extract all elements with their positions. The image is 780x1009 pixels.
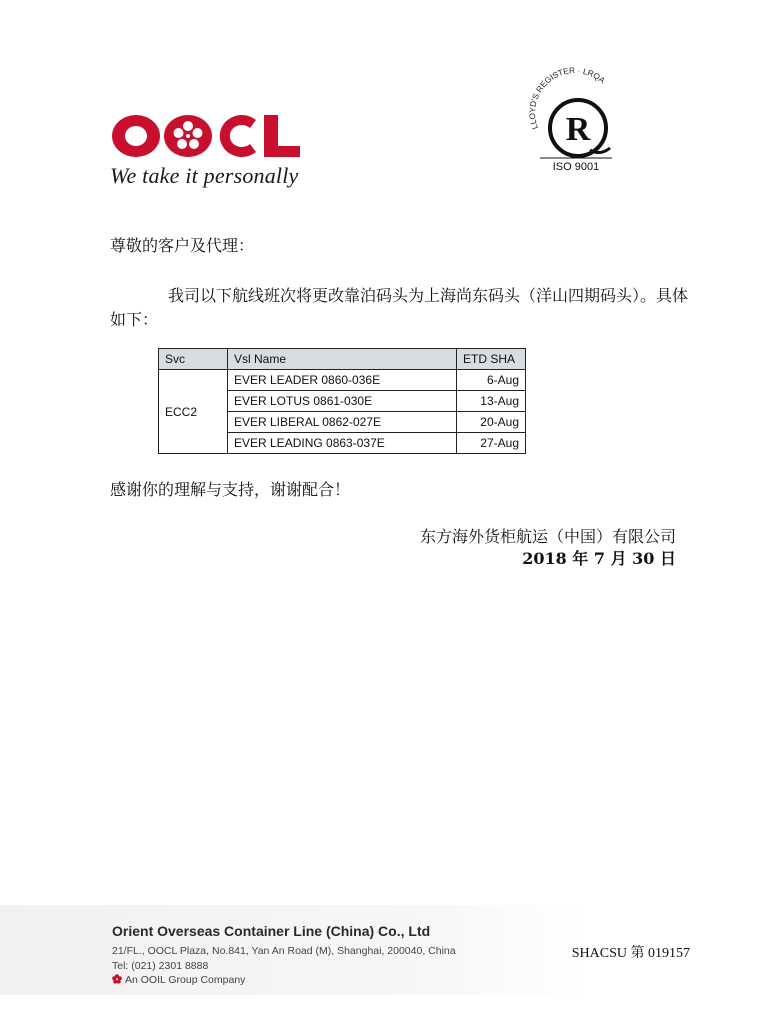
- signature-company: 东方海外货柜航运（中国）有限公司: [419, 527, 676, 546]
- tagline: We take it personally: [110, 163, 299, 188]
- table-header-row: [159, 349, 526, 370]
- etd-cell: 13-Aug: [457, 391, 526, 412]
- vessel-cell: EVER LEADER 0860-036E: [228, 370, 457, 391]
- etd-cell: 20-Aug: [457, 412, 526, 433]
- vessel-cell: EVER LEADING 0863-037E: [228, 433, 457, 454]
- notice-paragraph: 我司以下航线班次将更改靠泊码头为上海尚东码头（洋山四期码头）。具体如下：: [110, 286, 689, 329]
- svg-text:R: R: [565, 111, 591, 148]
- etd-cell: 6-Aug: [457, 370, 526, 391]
- flower-icon: [112, 974, 122, 984]
- service-cell: ECC2: [159, 370, 228, 454]
- header-etd: ETD SHA: [457, 349, 526, 370]
- thanks-line: 感谢你的理解与支持，谢谢配合！: [110, 480, 351, 499]
- lrqa-seal: [520, 58, 630, 176]
- footer-address: 21/FL., OOCL Plaza, No.841, Yan An Road (M), Shanghai, 200040, China: [112, 945, 456, 957]
- footer-company: Orient Overseas Container Line (China) Co., Ltd: [112, 923, 431, 939]
- header-svc: Svc: [159, 349, 228, 370]
- vessel-cell: EVER LOTUS 0861-030E: [228, 391, 457, 412]
- footer-group-text: An OOIL Group Company: [125, 974, 246, 986]
- header-vessel: Vsl Name: [228, 349, 457, 370]
- etd-cell: 27-Aug: [457, 433, 526, 454]
- footer-tel: Tel: (021) 2301 8888: [112, 960, 209, 972]
- footer-group: [112, 974, 245, 986]
- vessel-cell: EVER LIBERAL 0862-027E: [228, 412, 457, 433]
- letter-date: 2018 年 7 月 30 日: [522, 549, 676, 568]
- svg-text:LLOYD'S REGISTER · LRQA: LLOYD'S REGISTER · LRQA: [527, 65, 607, 131]
- svg-text:ISO 9001: ISO 9001: [552, 161, 600, 173]
- reference-number: SHACSU 第 019157: [571, 946, 690, 961]
- table-row: [159, 370, 526, 391]
- schedule-table: [158, 348, 526, 454]
- greeting: 尊敬的客户及代理：: [110, 236, 255, 255]
